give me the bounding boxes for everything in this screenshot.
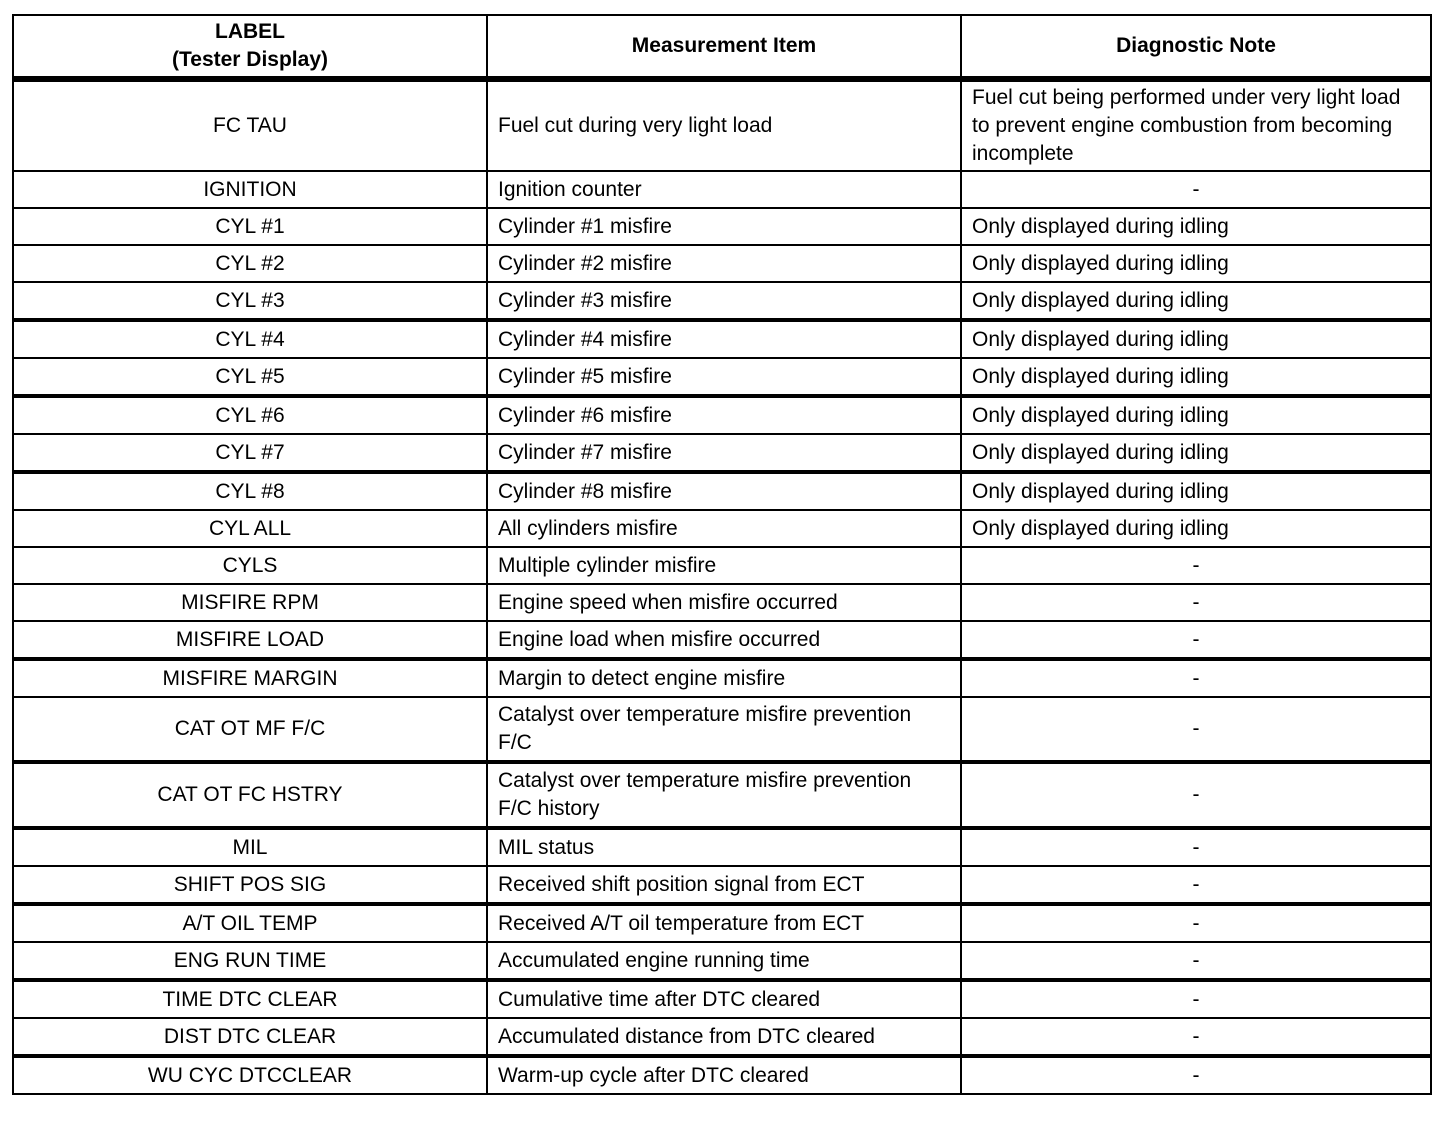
cell-diagnostic-note: Only displayed during idling xyxy=(961,208,1431,245)
cell-measurement-item: Cylinder #4 misfire xyxy=(487,320,961,358)
cell-label: CYL #1 xyxy=(13,208,487,245)
cell-measurement-item: Fuel cut during very light load xyxy=(487,79,961,171)
cell-diagnostic-note: - xyxy=(961,659,1431,697)
cell-label: FC TAU xyxy=(13,79,487,171)
table-row xyxy=(13,980,1431,1018)
cell-diagnostic-note: - xyxy=(961,621,1431,659)
cell-label: MISFIRE MARGIN xyxy=(13,659,487,697)
table-row xyxy=(13,358,1431,396)
header-measurement-item xyxy=(487,15,961,79)
cell-diagnostic-note: Only displayed during idling xyxy=(961,358,1431,396)
cell-label: CYL #2 xyxy=(13,245,487,282)
cell-measurement-item: Catalyst over temperature misfire prevention F/C xyxy=(487,697,961,762)
table-row xyxy=(13,510,1431,547)
header-diagnostic-note xyxy=(961,15,1431,79)
table-row xyxy=(13,584,1431,621)
cell-diagnostic-note: Only displayed during idling xyxy=(961,282,1431,320)
table-row xyxy=(13,762,1431,828)
cell-label: CAT OT FC HSTRY xyxy=(13,762,487,828)
table-row xyxy=(13,904,1431,942)
cell-label: CYL #8 xyxy=(13,472,487,510)
cell-measurement-item: Cylinder #6 misfire xyxy=(487,396,961,434)
cell-label: A/T OIL TEMP xyxy=(13,904,487,942)
header-label-line2: (Tester Display) xyxy=(172,48,328,71)
cell-measurement-item: MIL status xyxy=(487,828,961,866)
cell-label: CYL #4 xyxy=(13,320,487,358)
cell-measurement-item: Warm-up cycle after DTC cleared xyxy=(487,1056,961,1094)
cell-diagnostic-note: - xyxy=(961,584,1431,621)
header-label xyxy=(13,15,487,79)
cell-measurement-item: Accumulated engine running time xyxy=(487,942,961,980)
cell-label: MISFIRE LOAD xyxy=(13,621,487,659)
table-row xyxy=(13,171,1431,208)
cell-measurement-item: Engine load when misfire occurred xyxy=(487,621,961,659)
header-label-line1: LABEL xyxy=(215,20,285,43)
cell-label: TIME DTC CLEAR xyxy=(13,980,487,1018)
cell-label: CYL #6 xyxy=(13,396,487,434)
cell-diagnostic-note: - xyxy=(961,828,1431,866)
cell-measurement-item: Cylinder #2 misfire xyxy=(487,245,961,282)
cell-diagnostic-note: - xyxy=(961,171,1431,208)
table-row xyxy=(13,942,1431,980)
table-row xyxy=(13,472,1431,510)
cell-label: WU CYC DTCCLEAR xyxy=(13,1056,487,1094)
cell-label: CYL #5 xyxy=(13,358,487,396)
table-row xyxy=(13,828,1431,866)
cell-measurement-item: Margin to detect engine misfire xyxy=(487,659,961,697)
cell-diagnostic-note: - xyxy=(961,904,1431,942)
cell-diagnostic-note: - xyxy=(961,942,1431,980)
cell-measurement-item: Cumulative time after DTC cleared xyxy=(487,980,961,1018)
cell-diagnostic-note: Fuel cut being performed under very light load to prevent engine combustion from becoming incomplete xyxy=(961,79,1431,171)
header-diagnostic-note-text: Diagnostic Note xyxy=(1116,34,1276,57)
cell-measurement-item: Cylinder #8 misfire xyxy=(487,472,961,510)
cell-label: CYL #3 xyxy=(13,282,487,320)
table-row xyxy=(13,866,1431,904)
cell-label: CAT OT MF F/C xyxy=(13,697,487,762)
cell-label: IGNITION xyxy=(13,171,487,208)
table-row xyxy=(13,245,1431,282)
table-row xyxy=(13,621,1431,659)
cell-diagnostic-note: - xyxy=(961,980,1431,1018)
table-row xyxy=(13,659,1431,697)
cell-measurement-item: Accumulated distance from DTC cleared xyxy=(487,1018,961,1056)
cell-diagnostic-note: Only displayed during idling xyxy=(961,434,1431,472)
cell-diagnostic-note: Only displayed during idling xyxy=(961,320,1431,358)
table-row xyxy=(13,1056,1431,1094)
header-row xyxy=(13,15,1431,79)
cell-diagnostic-note: - xyxy=(961,866,1431,904)
header-measurement-item-text: Measurement Item xyxy=(631,34,817,57)
cell-diagnostic-note: - xyxy=(961,762,1431,828)
cell-measurement-item: Received shift position signal from ECT xyxy=(487,866,961,904)
cell-measurement-item: Ignition counter xyxy=(487,171,961,208)
cell-measurement-item: Cylinder #3 misfire xyxy=(487,282,961,320)
table-row xyxy=(13,1018,1431,1056)
cell-label: CYL ALL xyxy=(13,510,487,547)
table-row xyxy=(13,320,1431,358)
cell-label: MISFIRE RPM xyxy=(13,584,487,621)
table-row xyxy=(13,547,1431,584)
cell-label: DIST DTC CLEAR xyxy=(13,1018,487,1056)
cell-diagnostic-note: Only displayed during idling xyxy=(961,510,1431,547)
cell-diagnostic-note: Only displayed during idling xyxy=(961,396,1431,434)
cell-diagnostic-note: - xyxy=(961,697,1431,762)
cell-diagnostic-note: Only displayed during idling xyxy=(961,245,1431,282)
table-row xyxy=(13,434,1431,472)
cell-measurement-item: Engine speed when misfire occurred xyxy=(487,584,961,621)
cell-diagnostic-note: - xyxy=(961,1018,1431,1056)
cell-label: MIL xyxy=(13,828,487,866)
table-row xyxy=(13,79,1431,171)
cell-measurement-item: All cylinders misfire xyxy=(487,510,961,547)
cell-label: CYLS xyxy=(13,547,487,584)
cell-measurement-item: Cylinder #1 misfire xyxy=(487,208,961,245)
cell-measurement-item: Received A/T oil temperature from ECT xyxy=(487,904,961,942)
table-row xyxy=(13,697,1431,762)
table-row xyxy=(13,208,1431,245)
data-list-table xyxy=(12,14,1432,1095)
cell-label: CYL #7 xyxy=(13,434,487,472)
cell-label: ENG RUN TIME xyxy=(13,942,487,980)
cell-measurement-item: Cylinder #5 misfire xyxy=(487,358,961,396)
table-row xyxy=(13,282,1431,320)
cell-diagnostic-note: Only displayed during idling xyxy=(961,472,1431,510)
cell-diagnostic-note: - xyxy=(961,547,1431,584)
cell-label: SHIFT POS SIG xyxy=(13,866,487,904)
cell-measurement-item: Multiple cylinder misfire xyxy=(487,547,961,584)
cell-measurement-item: Cylinder #7 misfire xyxy=(487,434,961,472)
table-row xyxy=(13,396,1431,434)
cell-measurement-item: Catalyst over temperature misfire prevention F/C history xyxy=(487,762,961,828)
cell-diagnostic-note: - xyxy=(961,1056,1431,1094)
